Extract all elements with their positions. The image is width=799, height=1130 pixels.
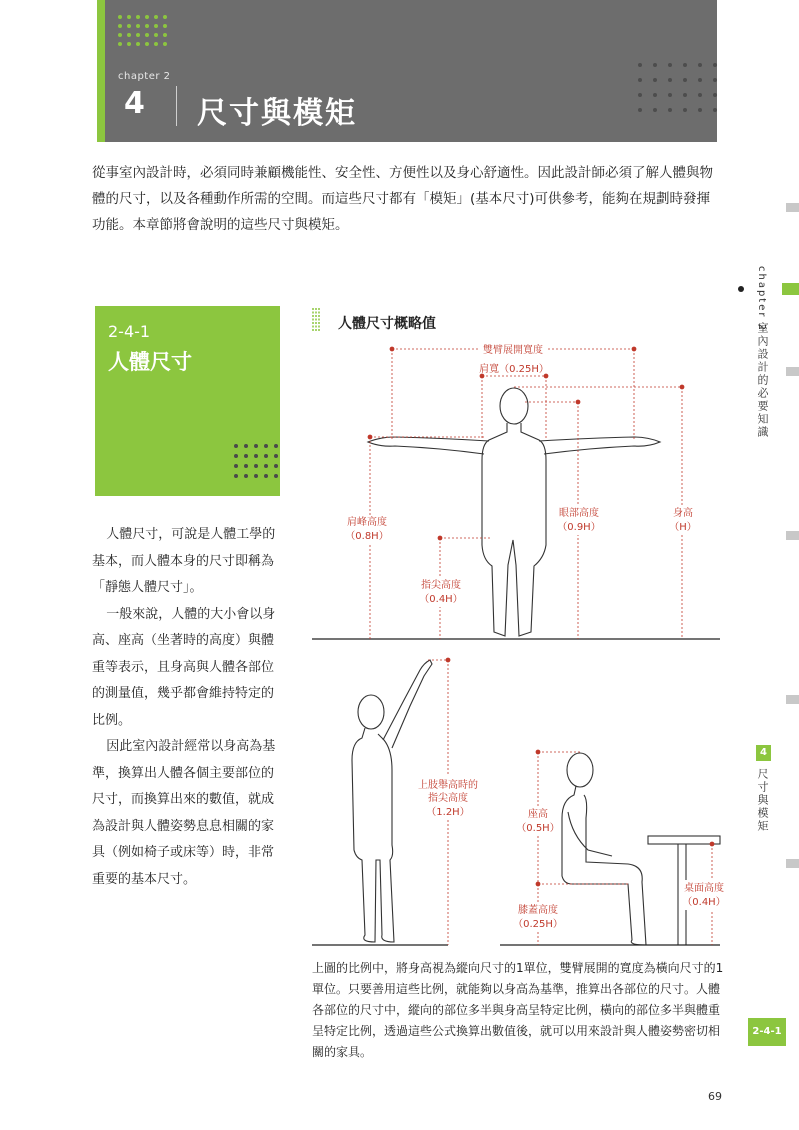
body-paragraph: 一般來說，人體的大小會以身高、座高（坐著時的高度）與體重等表示，且身高與人體各部位的測量值，幾乎都會維持特定的比例。 (92, 606, 276, 728)
figure-title-stripes (311, 308, 321, 332)
side-chapter-title: 室內設計的必要知識 (756, 322, 769, 439)
intro-paragraph: 從事室內設計時，必須同時兼顧機能性、安全性、方便性以及身心舒適性。因此設計師必須了解人體與物體的尺寸，以及各種動作所需的空間。而這些尺寸都有「模矩」(基本尺寸)可供參考，能夠在規劃時發揮功能。本章節將會說明的這些尺寸與模矩。 (92, 165, 713, 233)
label-seat-height: 座高 (528, 809, 548, 820)
section-title: 人體尺寸 (108, 350, 192, 374)
side-chapter-label: chapter 2 (756, 266, 767, 333)
side-marker (786, 859, 799, 868)
label-height: 身高 (673, 508, 693, 519)
side-marker (786, 367, 799, 376)
header-gray-dots (638, 63, 717, 112)
label-desk-height-ratio: （0.4H） (682, 897, 726, 908)
label-knee-height-ratio: （0.25H） (513, 919, 563, 930)
side-marker (786, 695, 799, 704)
section-number: 2-4-1 (108, 322, 151, 341)
chapter-title: 尺寸與模矩 (197, 96, 357, 131)
side-marker (786, 531, 799, 540)
label-height-ratio: （H） (669, 522, 697, 533)
side-marker (786, 203, 799, 212)
label-desk-height: 桌面高度 (684, 883, 724, 894)
header-accent-bar (97, 0, 105, 142)
label-fingertip-height-ratio: （0.4H） (419, 594, 463, 605)
body-paragraph: 人體尺寸，可說是人體工學的基本，而人體本身的尺寸即稱為「靜態人體尺寸」。 (92, 527, 276, 595)
seated-figure (562, 753, 646, 945)
top-dimensions (390, 347, 636, 440)
label-raised-arm-1: 上肢舉高時的 (418, 780, 478, 791)
side-current-number: 4 (756, 745, 771, 761)
page-number: 69 (708, 1090, 722, 1103)
figure-title: 人體尺寸概略值 (338, 316, 436, 332)
chapter-divider (176, 86, 177, 126)
chapter-header (97, 0, 717, 142)
label-fingertip-height: 指尖高度 (421, 580, 461, 591)
label-raised-arm-2: 指尖高度 (428, 793, 468, 804)
label-shoulder-height: 肩峰高度 (347, 517, 387, 528)
label-seat-height-ratio: （0.5H） (516, 823, 560, 834)
section-dots (234, 444, 278, 478)
body-text (92, 522, 282, 893)
side-section-number: 2-4-1 (748, 1018, 786, 1046)
label-eye-height: 眼部高度 (559, 508, 599, 519)
side-tab-active (782, 283, 799, 295)
side-bullet (738, 286, 744, 292)
label-raised-arm-ratio: （1.2H） (426, 807, 470, 818)
figure-caption: 上圖的比例中，將身高視為縱向尺寸的1單位，雙臂展開的寬度為橫向尺寸的1單位。只要善用這些比例，就能夠以身高為基準，推算出各部位的尺寸。人體各部位的尺寸中，縱向的部位多半與身高呈特定比例，橫向的部位多半與體重呈特定比例，透過這些公式換算出數值後，就可以用來設計與人體姿勢密切相關的家具。 (312, 961, 724, 1059)
chapter-number: 4 (124, 86, 145, 121)
side-current-title: 尺寸與模矩 (756, 768, 769, 833)
chapter-label: chapter 2 (118, 71, 171, 82)
label-arm-span: 雙臂展開寬度 (483, 345, 543, 356)
label-shoulder-height-ratio: （0.8H） (345, 531, 389, 542)
label-shoulder-width: 肩寬（0.25H） (479, 364, 549, 375)
body-paragraph: 因此室內設計經常以身高為基準，換算出人體各個主要部位的尺寸，而換算出來的數值，就成為設計與人體姿勢息息相關的家具（例如椅子或床等）時，非常重要的基本尺寸。 (92, 739, 276, 887)
label-knee-height: 膝蓋高度 (518, 905, 558, 916)
label-eye-height-ratio: （0.9H） (557, 522, 601, 533)
standing-figure-arms-spread (368, 388, 660, 636)
header-green-dots (118, 15, 167, 46)
human-dimension-figure (300, 335, 740, 955)
